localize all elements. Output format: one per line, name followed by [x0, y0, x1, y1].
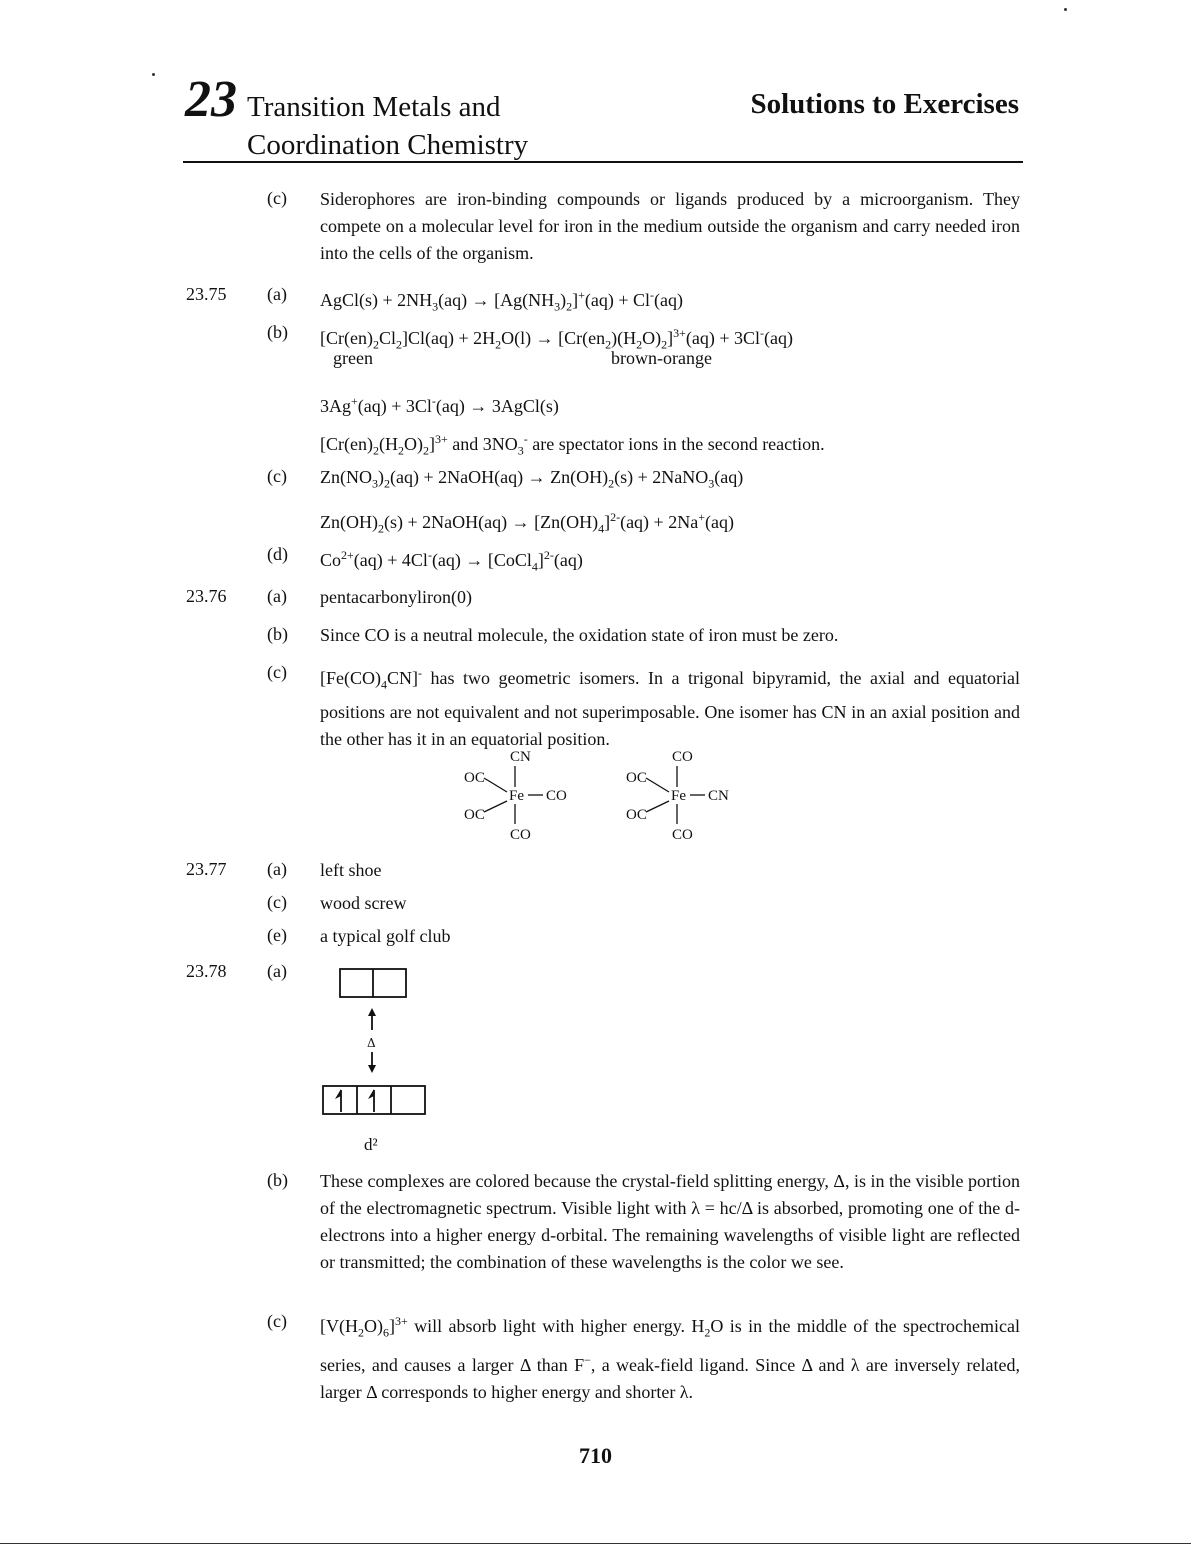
item-label: (b) — [267, 322, 288, 342]
left-oc-lower: OC — [464, 807, 485, 823]
page-number: 710 — [579, 1443, 612, 1468]
chapter-title-line2: Coordination Chemistry — [247, 129, 529, 161]
right-oc-upper: OC — [626, 770, 647, 786]
item-label: (a) — [267, 284, 287, 304]
equation-75b: $[Cr(en)_2Cl_2]Cl(aq) + 2H_2O(l) \to [Cr(en_2)(H_2O)_2]^{3+}(aq) + 3Cl^-(aq)$ — [320, 326, 794, 352]
exercise-number: 23.78 — [186, 961, 227, 981]
left-right-ligand: CO — [546, 788, 567, 804]
chapter-title-line1: Transition Metals and — [247, 91, 501, 123]
item-label: (c) — [267, 1311, 287, 1331]
section-title: Solutions to Exercises — [750, 88, 1019, 120]
item-label: (b) — [267, 624, 288, 644]
item-label: (a) — [267, 859, 287, 879]
left-oc-upper: OC — [464, 770, 485, 786]
chapter-title — [247, 88, 528, 164]
scan-speck — [1064, 8, 1067, 11]
spectator-ions-text: $[Cr(en)_2(H_2O)_2]^{3+}$ and $3NO_3^-$ are spectator ions in the second reaction. — [320, 432, 825, 458]
answer-77a: left shoe — [320, 860, 382, 880]
exercise-number: 23.76 — [186, 586, 227, 606]
d-config-label: d² — [364, 1135, 378, 1154]
item-label: (c) — [267, 662, 287, 682]
siderophores-text: Siderophores are iron-binding compounds or ligands produced by a microorganism. They compete on a molecular level for iron in the medium outside the organism and carry needed iron into the cells of the organism. — [320, 189, 1020, 263]
chapter-number: 23 — [185, 71, 237, 128]
right-fe: Fe — [671, 788, 686, 804]
item-label: (d) — [267, 544, 288, 564]
item-label: (a) — [267, 586, 287, 606]
equation-75c-2: $Zn(OH)_2(s)$ + 2NaOH(aq) → $[Zn(OH)_4]^{2-}(aq) + 2Na^+(aq)$ — [320, 510, 734, 536]
right-top-ligand: CO — [672, 749, 693, 765]
page-bottom-edge — [0, 1543, 1191, 1544]
equation-75b-2: 3Ag+(aq) + 3Cl-(aq) → 3AgCl(s) — [320, 394, 559, 416]
answer-78b: These complexes are colored because the crystal-field splitting energy, Δ, is in the visible portion of the electromagnetic spectrum. Visible light with λ = hc/Δ is absorbed, promoting one of the d-electrons into a higher energy d-orbital. The remaining wavelengths of visible light are reflected or transmitted; the combination of these wavelengths is the color we see. — [320, 1171, 1020, 1272]
item-label: (c) — [267, 188, 287, 208]
exercise-number: 23.75 — [186, 284, 227, 304]
item-label: (e) — [267, 925, 287, 945]
equation-75d: $Co^{2+}(aq) + 4Cl^-(aq)$ → [CoCl$_4$]$^{2-}$(aq) — [320, 548, 583, 574]
item-label: (b) — [267, 1170, 288, 1190]
right-right-ligand: CN — [708, 788, 729, 804]
color-label-green: green — [333, 348, 373, 368]
item-label: (c) — [267, 892, 287, 912]
isomer-structures — [450, 742, 750, 847]
color-label-brown: brown-orange — [611, 348, 712, 368]
equation-75c: $Zn(NO_3)_2(aq)$ + 2NaOH(aq) → $Zn(OH)_2(s)$ + 2NaNO$_3$(aq) — [320, 467, 744, 491]
item-label: (a) — [267, 961, 287, 981]
left-bottom-ligand: CO — [510, 827, 531, 843]
answer-76b: Since CO is a neutral molecule, the oxidation state of iron must be zero. — [320, 625, 839, 645]
answer-76a: pentacarbonyliron(0) — [320, 587, 472, 607]
header-rule — [183, 161, 1023, 163]
answer-78c: $[V(H_2O)_6]^{3+}$ will absorb light with higher energy. $H_2O$ is in the middle of the spectrochemical series, and causes a larger Δ than F−, a weak-field ligand. Since Δ and λ are inversely related, larger Δ corresponds to higher energy and shorter λ. — [320, 1314, 1020, 1402]
equation-75a: AgCl(s) + $2NH_3(aq) \to [Ag(NH_3)_2]^+(aq) + Cl^-(aq)$ — [320, 288, 684, 314]
answer-77e: a typical golf club — [320, 926, 451, 946]
scan-speck — [152, 73, 155, 76]
right-oc-lower: OC — [626, 807, 647, 823]
exercise-number: 23.77 — [186, 859, 227, 879]
crystal-field-diagram — [318, 962, 438, 1158]
item-label: (c) — [267, 466, 287, 486]
right-bottom-ligand: CO — [672, 827, 693, 843]
answer-77c: wood screw — [320, 893, 407, 913]
delta-label: Δ — [367, 1036, 376, 1050]
left-top-ligand: CN — [510, 749, 531, 765]
answer-76c: $[Fe(CO)_4CN]^-$ has two geometric isomers. In a trigonal bipyramid, the axial and equatorial positions are not equivalent and not superimposable. One isomer has CN in an axial position and the other has it in an equatorial position. — [320, 666, 1020, 749]
left-fe: Fe — [509, 788, 524, 804]
